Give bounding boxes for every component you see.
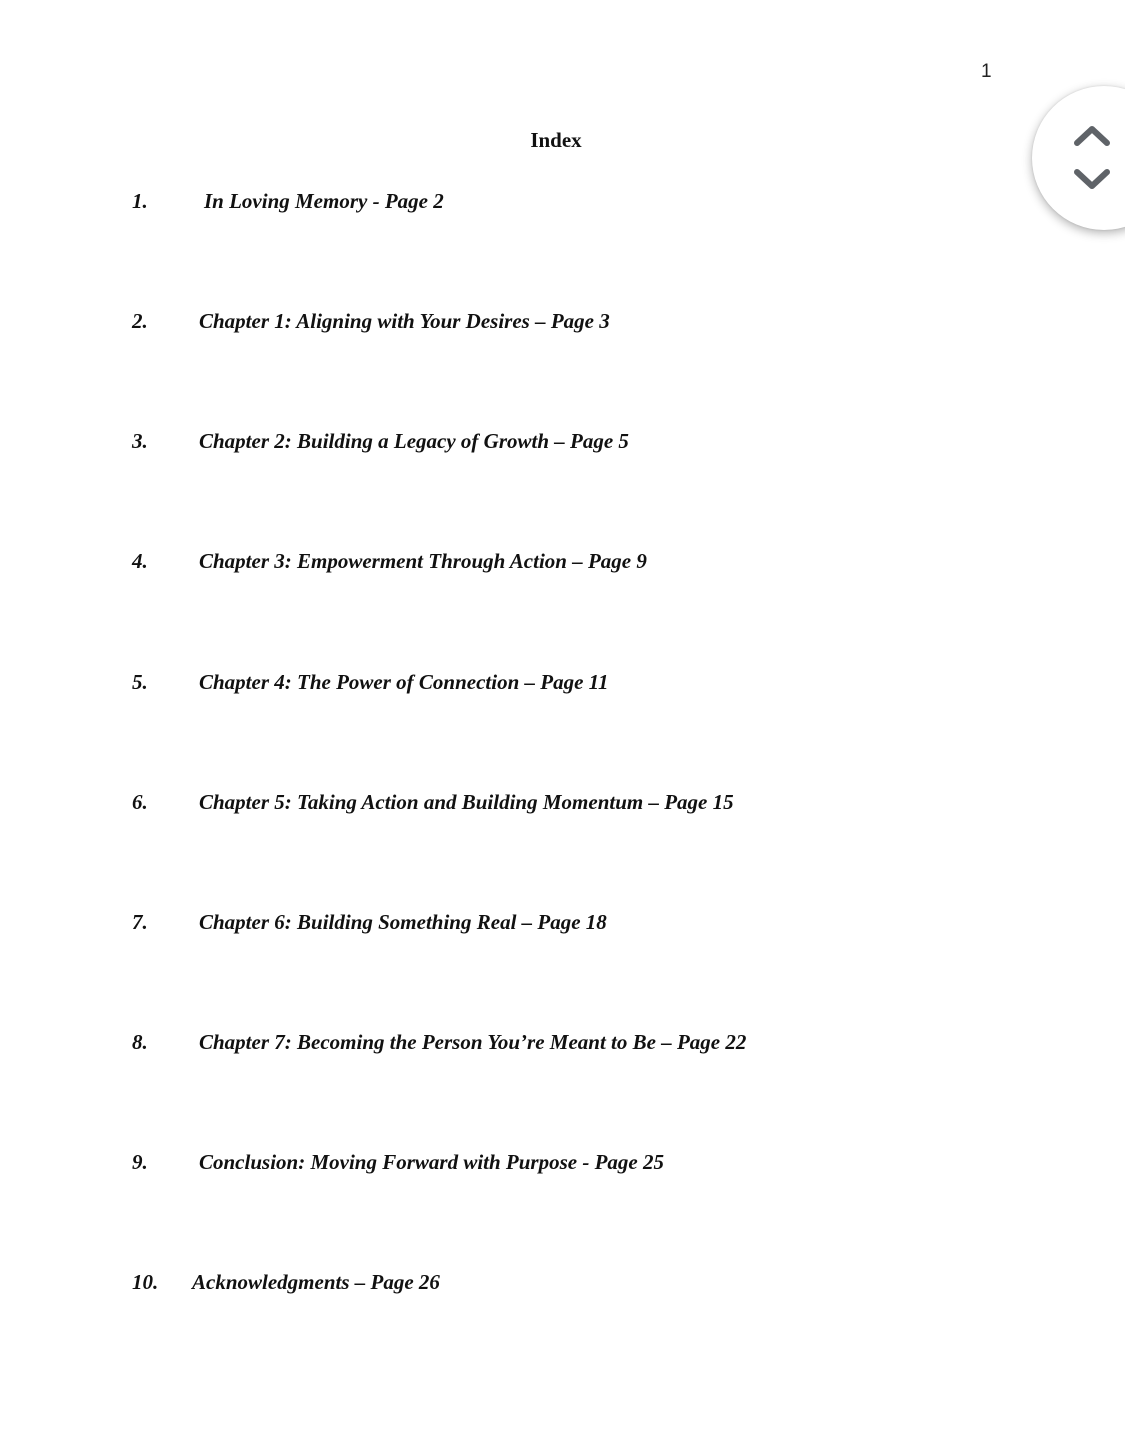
toc-item-number: 1. (132, 189, 148, 213)
toc-item-number: 6. (132, 790, 148, 814)
scroll-up-button[interactable] (1072, 120, 1112, 148)
toc-item-number: 9. (132, 1150, 148, 1174)
toc-item-text: Chapter 5: Taking Action and Building Momentum – Page 15 (199, 790, 734, 814)
toc-item-text: Chapter 1: Aligning with Your Desires – Page 3 (199, 309, 610, 333)
toc-item-text: In Loving Memory - Page 2 (204, 189, 444, 213)
toc-item-number: 4. (132, 549, 148, 573)
toc-item-number: 3. (132, 429, 148, 453)
toc-item-number: 10. (132, 1270, 159, 1294)
toc-item-text: Conclusion: Moving Forward with Purpose - Page 25 (199, 1150, 664, 1174)
toc-item-number: 8. (132, 1030, 148, 1054)
chevron-down-icon (1072, 166, 1112, 194)
toc-item-text: Acknowledgments – Page 26 (192, 1270, 440, 1294)
scroll-down-button[interactable] (1072, 166, 1112, 194)
toc-item-text: Chapter 4: The Power of Connection – Page 11 (199, 670, 609, 694)
toc-item-number: 2. (132, 309, 148, 333)
page-scroll-control (1032, 86, 1125, 230)
toc-item-text: Chapter 6: Building Something Real – Page 18 (199, 910, 607, 934)
toc-item-text: Chapter 2: Building a Legacy of Growth – Page 5 (199, 429, 629, 453)
chevron-up-icon (1072, 120, 1112, 148)
page-number: 1 (981, 61, 992, 82)
toc-item-number: 7. (132, 910, 148, 934)
toc-item-text: Chapter 3: Empowerment Through Action – Page 9 (199, 549, 647, 573)
page-title: Index (530, 128, 582, 152)
toc-item-text: Chapter 7: Becoming the Person You’re Meant to Be – Page 22 (199, 1030, 747, 1054)
toc-item-number: 5. (132, 670, 148, 694)
